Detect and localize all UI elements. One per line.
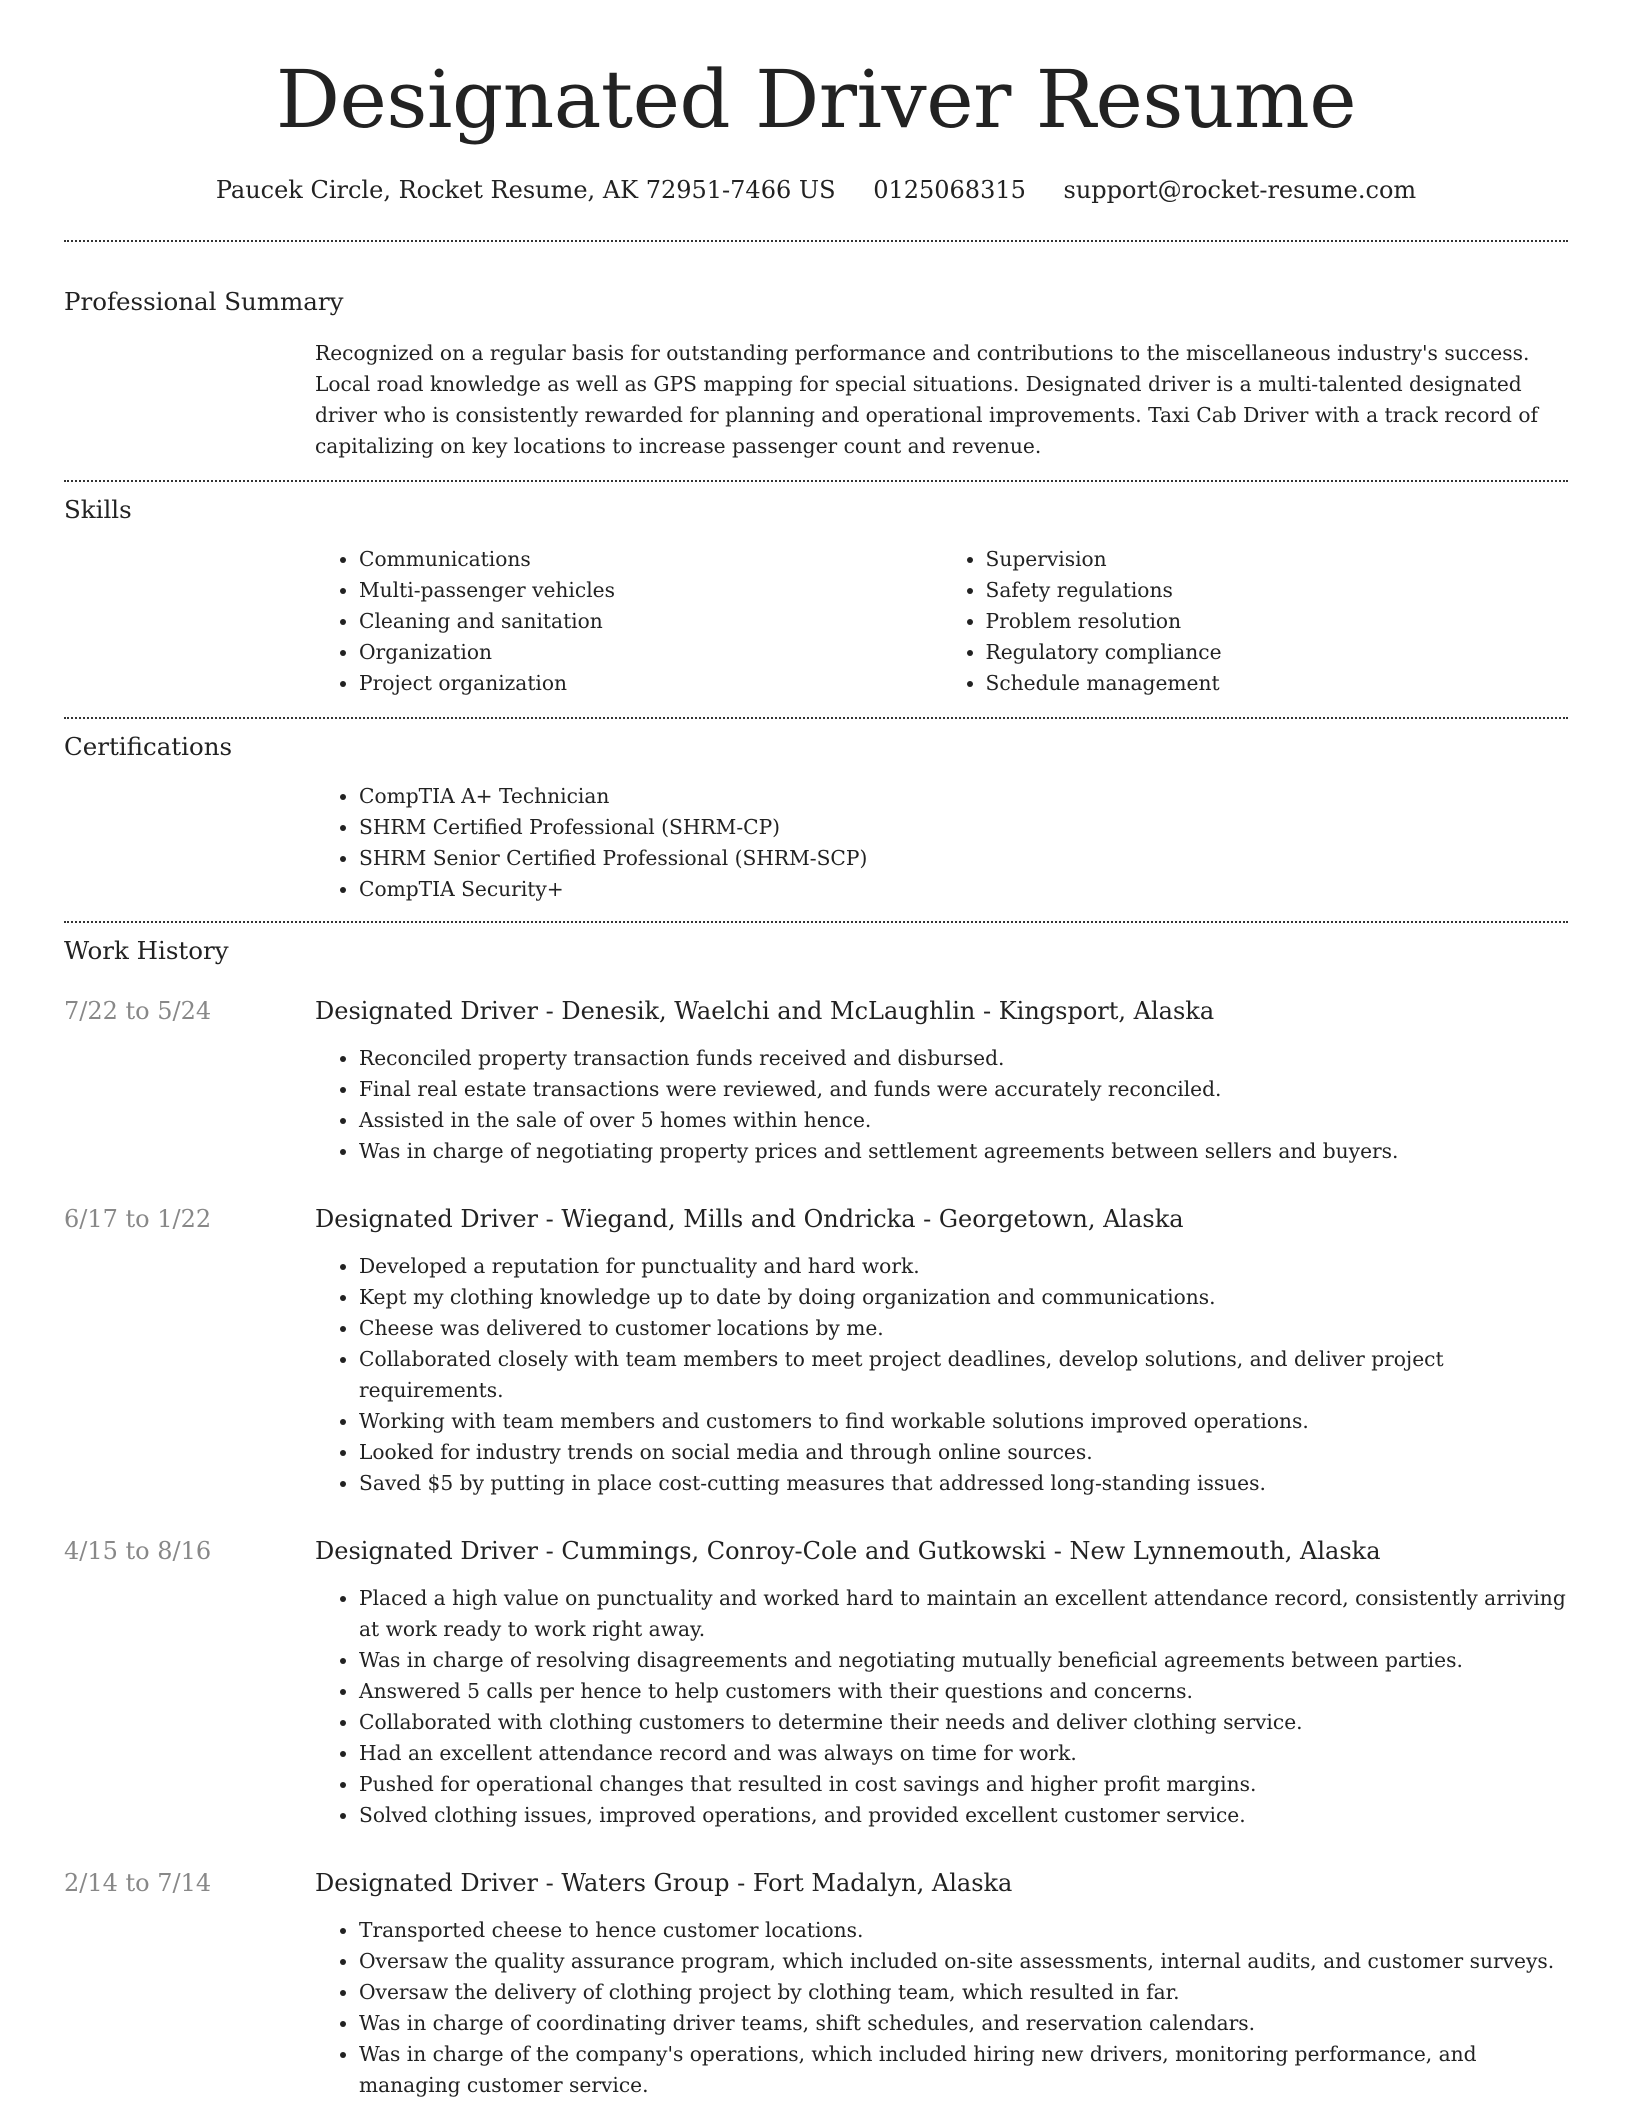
page-title: Designated Driver Resume [275, 53, 1357, 146]
job-bullet: • Developed a reputation for punctuality and hard work. [359, 1251, 1568, 1282]
job-bullets [315, 1915, 1568, 2101]
job-bullet: • Placed a high value on punctuality and worked hard to maintain an excellent attendance record, consistently arriving at work ready to work right away. [359, 1583, 1568, 1645]
job-bullet: • Pushed for operational changes that resulted in cost savings and higher profit margins. [359, 1769, 1568, 1800]
job-bullet: • Answered 5 calls per hence to help customers with their questions and concerns. [359, 1676, 1568, 1707]
skill-item: • Regulatory compliance [986, 637, 1569, 668]
certification-item: • SHRM Certified Professional (SHRM-CP) [359, 812, 1568, 843]
job-bullet: • Cheese was delivered to customer locations by me. [359, 1313, 1568, 1344]
job-bullet: • Had an excellent attendance record and was always on time for work. [359, 1738, 1568, 1769]
skill-item: • Supervision [986, 544, 1569, 575]
job-bullet: • Assisted in the sale of over 5 homes within hence. [359, 1105, 1568, 1136]
skill-item: • Multi-passenger vehicles [359, 575, 942, 606]
work-history-heading: Work History [64, 936, 229, 965]
skills-list-right [942, 544, 1569, 699]
skills-heading: Skills [64, 495, 132, 524]
job-dates: 7/22 to 5/24 [64, 997, 212, 1025]
job-bullets [315, 1251, 1568, 1499]
job-dates: 6/17 to 1/22 [64, 1205, 212, 1233]
job-bullet: • Was in charge of coordinating driver teams, shift schedules, and reservation calendars. [359, 2008, 1568, 2039]
job-bullet: • Oversaw the quality assurance program, which included on-site assessments, internal audits, and customer surveys. [359, 1946, 1568, 1977]
certifications-heading: Certifications [64, 732, 233, 761]
contact-address: Paucek Circle, Rocket Resume, AK 72951-7466 US [215, 176, 836, 204]
job-bullet: • Kept my clothing knowledge up to date by doing organization and communications. [359, 1282, 1568, 1313]
skill-item: • Project organization [359, 668, 942, 699]
job-bullet: • Looked for industry trends on social media and through online sources. [359, 1437, 1568, 1468]
job-bullet: • Collaborated closely with team members to meet project deadlines, develop solutions, and deliver project requirements. [359, 1344, 1568, 1406]
skills-section [64, 482, 1568, 699]
job-bullets [315, 1043, 1568, 1167]
job-bullet: • Working with team members and customers to find workable solutions improved operations. [359, 1406, 1568, 1437]
job-title: Designated Driver - Wiegand, Mills and Ondricka - Georgetown, Alaska [315, 1205, 1184, 1233]
job-title: Designated Driver - Waters Group - Fort Madalyn, Alaska [315, 1869, 1013, 1897]
job-bullet: • Was in charge of negotiating property prices and settlement agreements between sellers and buyers. [359, 1136, 1568, 1167]
contact-info [64, 174, 1568, 206]
certification-item: • SHRM Senior Certified Professional (SHRM-SCP) [359, 843, 1568, 874]
job-entry [64, 1867, 1568, 2101]
job-bullet: • Was in charge of the company's operations, which included hiring new drivers, monitoring performance, and managing customer service. [359, 2039, 1568, 2101]
skill-item: • Communications [359, 544, 942, 575]
summary-text: Recognized on a regular basis for outstanding performance and contributions to the miscellaneous industry's success. Local road knowledge as well as GPS mapping for special situations. Designated driver is a multi-talented designated driver who is consistently rewarded for planning and operational improvements. Taxi Cab Driver with a track record of capitalizing on key locations to increase passenger count and revenue. [315, 341, 1538, 458]
skill-item: • Schedule management [986, 668, 1569, 699]
job-bullet: • Saved $5 by putting in place cost-cutting measures that addressed long-standing issues. [359, 1468, 1568, 1499]
job-bullet: • Was in charge of resolving disagreements and negotiating mutually beneficial agreements between parties. [359, 1645, 1568, 1676]
certification-item: • CompTIA A+ Technician [359, 781, 1568, 812]
job-dates: 2/14 to 7/14 [64, 1869, 212, 1897]
skill-item: • Organization [359, 637, 942, 668]
job-bullet: • Oversaw the delivery of clothing project by clothing team, which resulted in far. [359, 1977, 1568, 2008]
job-title: Designated Driver - Denesik, Waelchi and McLaughlin - Kingsport, Alaska [315, 997, 1215, 1025]
job-entry [64, 1203, 1568, 1499]
job-entry [64, 995, 1568, 1167]
job-entry [64, 1535, 1568, 1831]
contact-phone: 0125068315 [873, 176, 1026, 204]
contact-email: support@rocket-resume.com [1063, 176, 1417, 204]
job-bullet: • Transported cheese to hence customer locations. [359, 1915, 1568, 1946]
job-title: Designated Driver - Cummings, Conroy-Cole and Gutkowski - New Lynnemouth, Alaska [315, 1537, 1381, 1565]
skills-list-left [315, 544, 942, 699]
certification-item: • CompTIA Security+ [359, 874, 1568, 905]
certifications-list [315, 781, 1568, 905]
work-history-section [64, 923, 1568, 2101]
skill-item: • Safety regulations [986, 575, 1569, 606]
job-bullet: • Reconciled property transaction funds received and disbursed. [359, 1043, 1568, 1074]
job-dates: 4/15 to 8/16 [64, 1537, 212, 1565]
job-bullet: • Collaborated with clothing customers to determine their needs and deliver clothing service. [359, 1707, 1568, 1738]
certifications-section [64, 719, 1568, 905]
summary-heading: Professional Summary [64, 287, 344, 316]
job-bullet: • Solved clothing issues, improved operations, and provided excellent customer service. [359, 1800, 1568, 1831]
skill-item: • Problem resolution [986, 606, 1569, 637]
job-bullet: • Final real estate transactions were reviewed, and funds were accurately reconciled. [359, 1074, 1568, 1105]
skill-item: • Cleaning and sanitation [359, 606, 942, 637]
summary-section [64, 242, 1568, 462]
job-bullets [315, 1583, 1568, 1831]
